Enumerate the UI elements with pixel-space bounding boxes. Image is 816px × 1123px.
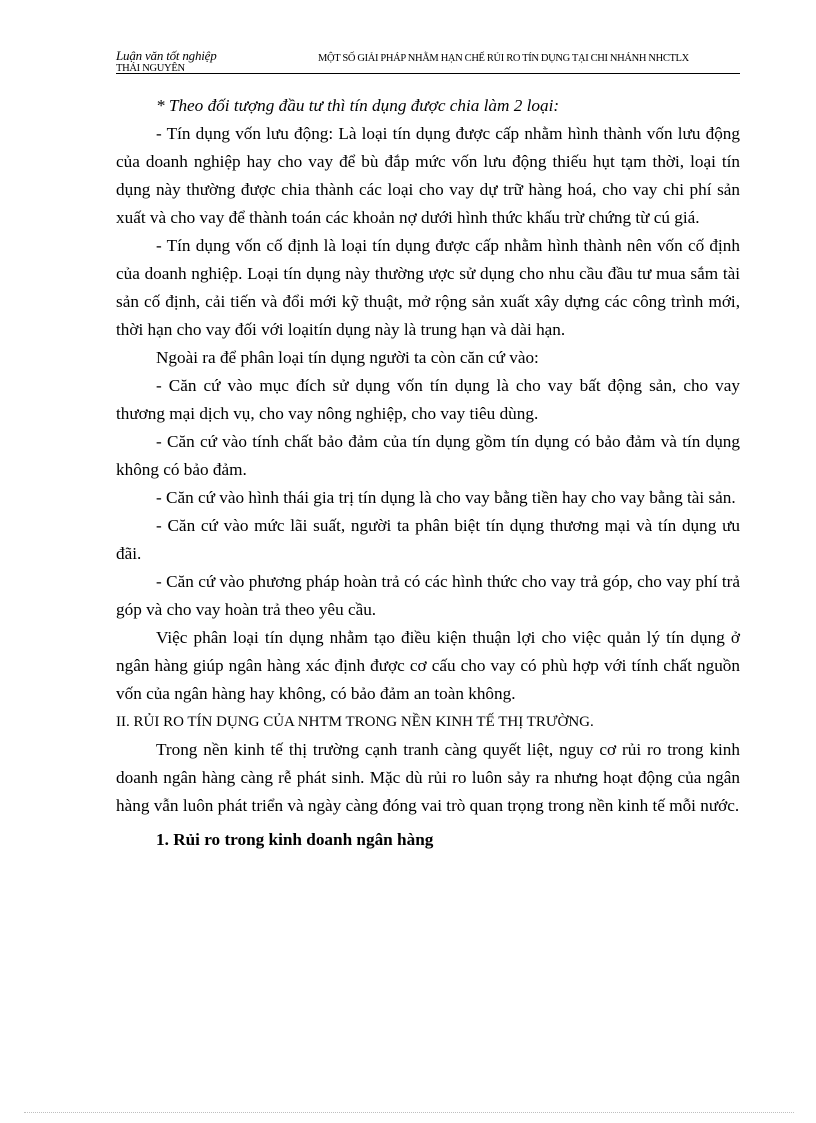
header-subtitle: THÁI NGUYÊN [116, 63, 185, 74]
paragraph-classification-purpose: Việc phân loại tín dụng nhằm tạo điều kiện thuận lợi cho việc quản lý tín dụng ở ngân hàng giúp ngân hàng xác định được cơ cấu cho vay có phù hợp với tính chất nguồn vốn của ngân hàng hay không, có bảo đảm an toàn không. [116, 628, 740, 703]
header-document-title: MỘT SỐ GIẢI PHÁP NHẰM HẠN CHẾ RỦI RO TÍN DỤNG TẠI CHI NHÁNH NHCTLX [318, 53, 689, 64]
page-body [116, 92, 740, 854]
header-title: Luận văn tốt nghiệp [116, 48, 217, 63]
paragraph-value-form-criterion: - Căn cứ vào hình thái gia trị tín dụng là cho vay bằng tiền hay cho vay bằng tài sản. [156, 488, 736, 507]
paragraph-interest-criterion: - Căn cứ vào mức lãi suất, người ta phân biệt tín dụng thương mại và tín dụng ưu đãi. [116, 516, 740, 563]
paragraph-collateral-criterion: - Căn cứ vào tính chất bảo đảm của tín dụng gồm tín dụng có bảo đảm và tín dụng không có bảo đảm. [116, 432, 740, 479]
subsection-heading: 1. Rủi ro trong kinh doanh ngân hàng [156, 830, 434, 849]
paragraph-purpose-criterion: - Căn cứ vào mục đích sử dụng vốn tín dụng là cho vay bất động sản, cho vay thương mại dịch vụ, cho vay nông nghiệp, cho vay tiêu dùng. [116, 376, 740, 423]
paragraph-market-risk: Trong nền kinh tế thị trường cạnh tranh càng quyết liệt, nguy cơ rủi ro trong kinh doanh ngân hàng càng rễ phát sinh. Mặc dù rủi ro luôn sảy ra nhưng hoạt động của ngân hàng vẫn luôn phát triển và ngày càng đóng vai trò quan trọng trong nền kinh tế mỗi nước. [116, 740, 740, 815]
paragraph-repayment-criterion: - Căn cứ vào phương pháp hoàn trả có các hình thức cho vay trả góp, cho vay phí trả góp và cho vay hoàn trả theo yêu cầu. [116, 572, 740, 619]
header-divider [116, 73, 740, 74]
paragraph-other-criteria: Ngoài ra để phân loại tín dụng người ta còn căn cứ vào: [156, 348, 539, 367]
page-bottom-dotted-border [24, 1112, 794, 1113]
paragraph-working-capital-credit: - Tín dụng vốn lưu động: Là loại tín dụng được cấp nhằm hình thành vốn lưu động của doanh nghiệp hay cho vay để bù đắp mức vốn lưu động thiếu hụt tạm thời, loại tín dụng này thường được chia thành các loại cho vay dự trữ hàng hoá, cho vay chi phí sản xuất và cho vay để thành toán các khoản nợ dưới hình thức khấu trừ chứng từ cú giá. [116, 124, 740, 227]
header-left [116, 49, 276, 74]
paragraph-classification-intro: * Theo đối tượng đầu tư thì tín dụng được chia làm 2 loại: [156, 96, 560, 115]
paragraph-fixed-capital-credit: - Tín dụng vốn cố định là loại tín dụng được cấp nhằm hình thành nên vốn cố định của doanh nghiệp. Loại tín dụng này thường ược sử dụng cho nhu cầu đầu tư mua sắm tài sản cố định, cải tiến và đổi mới kỹ thuật, mở rộng sản xuất xây dựng các công trình mới, thời hạn cho vay đối với loạitín dụng này là trung hạn và dài hạn. [116, 236, 740, 339]
section-heading: II. RỦI RO TÍN DỤNG CỦA NHTM TRONG NỀN KINH TẾ THỊ TRƯỜNG. [116, 714, 594, 730]
